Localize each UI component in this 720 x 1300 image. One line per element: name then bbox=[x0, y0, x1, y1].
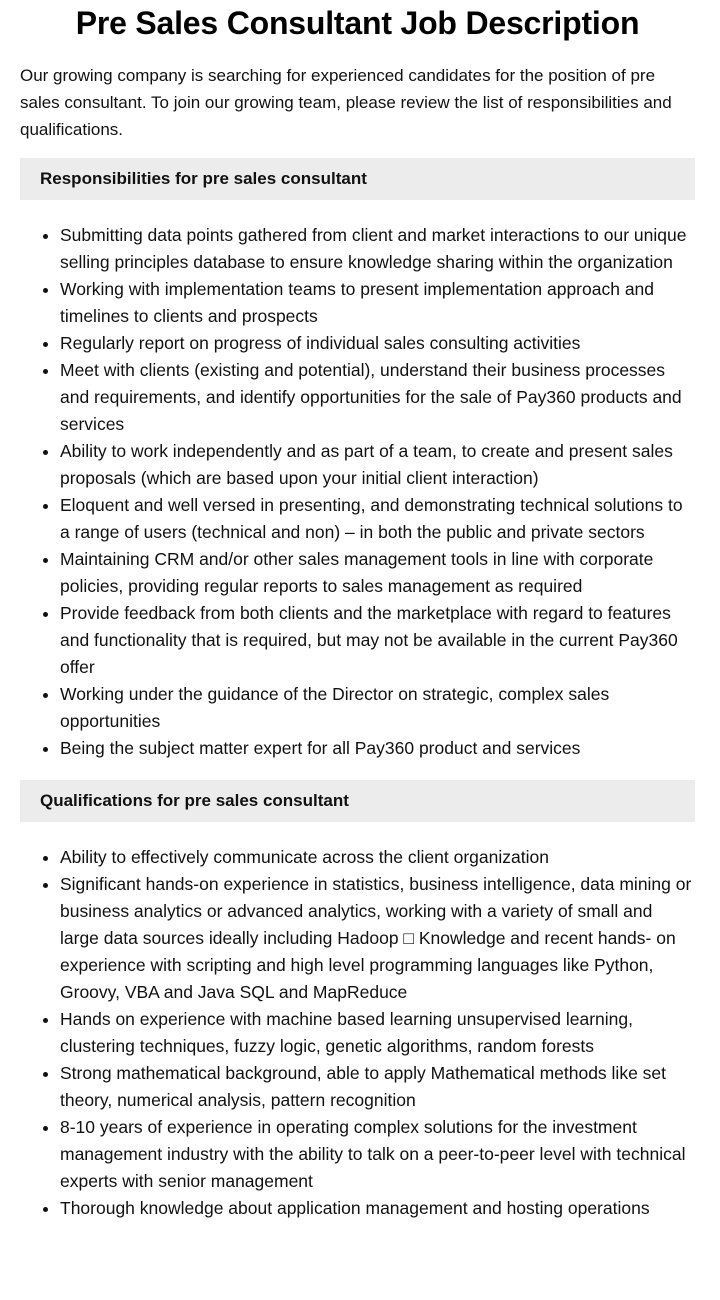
list-item: • Ability to work independently and as part of a team, to create and present sales proposals (which are based upon your initial client interaction) bbox=[60, 438, 695, 492]
list-item: • Ability to effectively communicate across the client organization bbox=[60, 844, 695, 871]
qualifications-list bbox=[20, 844, 695, 1222]
list-item: • Working under the guidance of the Director on strategic, complex sales opportunities bbox=[60, 681, 695, 735]
list-item: • Submitting data points gathered from client and market interactions to our unique selling principles database to ensure knowledge sharing within the organization bbox=[60, 222, 695, 276]
list-item: • Hands on experience with machine based learning unsupervised learning, clustering techniques, fuzzy logic, genetic algorithms, random forests bbox=[60, 1006, 695, 1060]
responsibilities-list bbox=[20, 222, 695, 762]
list-item: • Thorough knowledge about application management and hosting operations bbox=[60, 1195, 695, 1222]
list-item: • Provide feedback from both clients and the marketplace with regard to features and functionality that is required, but may not be available in the current Pay360 offer bbox=[60, 600, 695, 681]
list-item: • 8-10 years of experience in operating complex solutions for the investment management industry with the ability to talk on a peer-to-peer level with technical experts with senior management bbox=[60, 1114, 695, 1195]
list-item: • Being the subject matter expert for all Pay360 product and services bbox=[60, 735, 695, 762]
list-item: • Eloquent and well versed in presenting, and demonstrating technical solutions to a range of users (technical and non) – in both the public and private sectors bbox=[60, 492, 695, 546]
page-title: Pre Sales Consultant Job Description bbox=[75, 5, 640, 41]
list-item: • Working with implementation teams to present implementation approach and timelines to clients and prospects bbox=[60, 276, 695, 330]
list-item: • Strong mathematical background, able to apply Mathematical methods like set theory, numerical analysis, pattern recognition bbox=[60, 1060, 695, 1114]
list-item: • Regularly report on progress of individual sales consulting activities bbox=[60, 330, 695, 357]
intro-paragraph: Our growing company is searching for experienced candidates for the position of pre sales consultant. To join our growing team, please review the list of responsibilities and qualifications. bbox=[20, 66, 672, 139]
qualifications-heading: Qualifications for pre sales consultant bbox=[20, 780, 695, 822]
list-item: • Maintaining CRM and/or other sales management tools in line with corporate policies, providing regular reports to sales management as required bbox=[60, 546, 695, 600]
list-item: • Meet with clients (existing and potential), understand their business processes and requirements, and identify opportunities for the sale of Pay360 products and services bbox=[60, 357, 695, 438]
responsibilities-heading: Responsibilities for pre sales consultant bbox=[20, 158, 695, 200]
list-item: • Significant hands-on experience in statistics, business intelligence, data mining or business analytics or advanced analytics, working with a variety of small and large data sources ideally including Hadoop □ Knowledge and recent hands- on experience with scripting and high level programming languages like Python, Groovy, VBA and Java SQL and MapReduce bbox=[60, 871, 695, 1006]
